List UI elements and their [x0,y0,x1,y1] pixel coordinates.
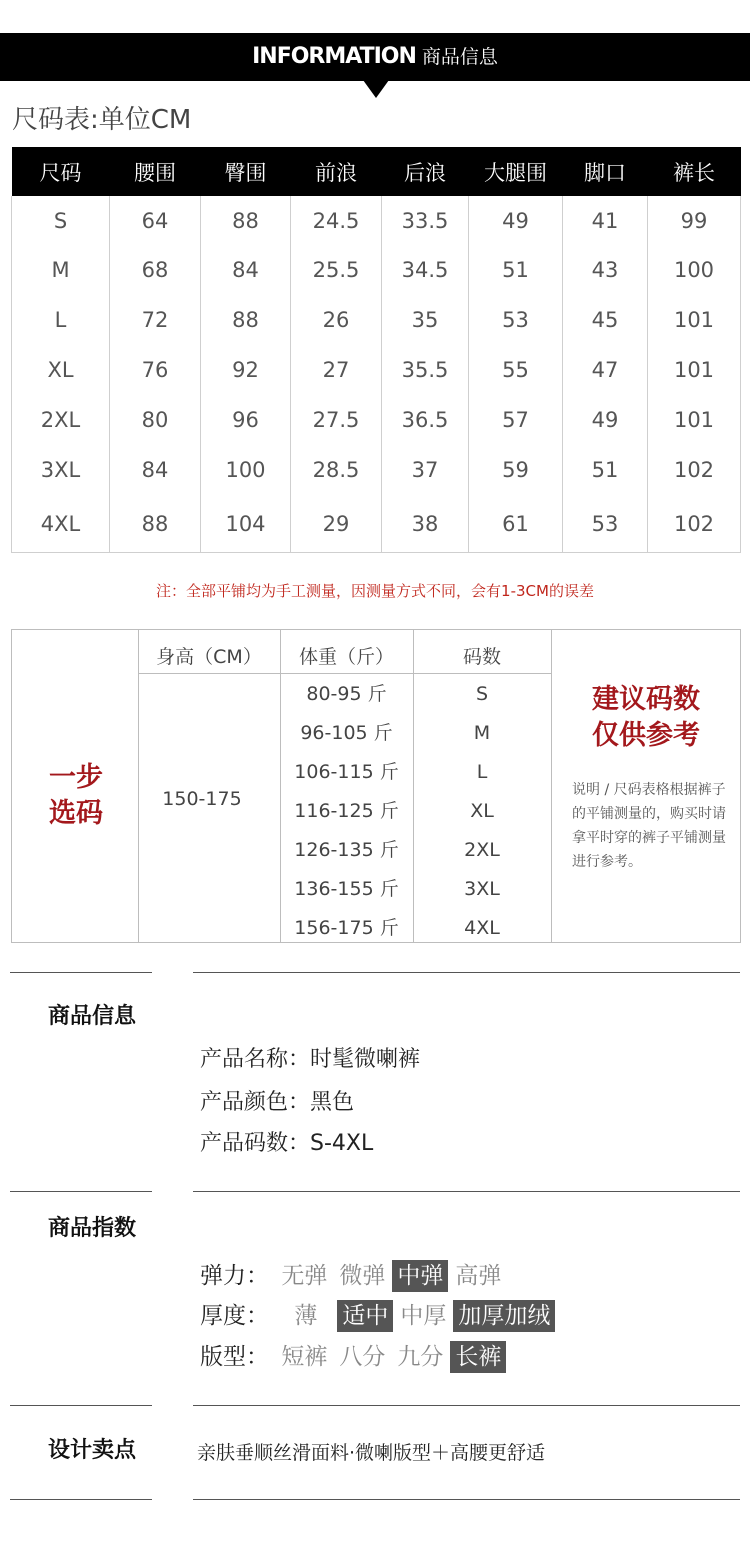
weight-item: 136-155 斤 [294,878,399,900]
size-guide [11,629,741,943]
size-item: 2XL [464,839,500,861]
measurement-cell: 61 [469,495,563,553]
thickness-option: 薄 [294,1303,318,1329]
guide-left-title-line1: 一步 [49,762,103,793]
measurement-cell: 100 [648,245,741,295]
size-item: M [473,722,491,744]
measurement-cell: 101 [648,295,741,345]
elasticity-option: 微弹 [339,1263,386,1289]
measurement-cell: 84 [201,245,291,295]
measurement-cell: 34.5 [382,245,469,295]
thickness-row [200,1299,557,1333]
section-divider [193,1405,740,1406]
divider [551,630,552,942]
size-item: XL [470,800,494,822]
size-label-cell: 3XL [12,445,110,495]
guide-head-size: 码数 [462,646,501,668]
size-table-row [12,245,741,295]
measurement-cell: 68 [110,245,201,295]
measurement-cell: 38 [382,495,469,553]
size-table-row [12,295,741,345]
section-divider [10,972,152,973]
size-label-cell: 4XL [12,495,110,553]
fit-option: 短裤 [281,1344,328,1370]
elasticity-option-selected: 中弹 [392,1260,448,1292]
measurement-cell: 41 [563,196,648,245]
measurement-cell: 27.5 [291,395,382,445]
header-cell: 裤长 [648,147,741,196]
fit-option: 八分 [339,1344,386,1370]
header-cell: 前浪 [291,147,382,196]
measurement-cell: 37 [382,445,469,495]
measurement-cell: 36.5 [382,395,469,445]
measurement-cell: 80 [110,395,201,445]
banner-pointer [363,80,389,98]
section-divider [10,1405,152,1406]
size-table [11,147,741,553]
weight-item: 156-175 斤 [294,917,399,939]
header-cell: 尺码 [12,147,110,196]
fit-option-selected: 长裤 [450,1341,506,1373]
measurement-cell: 101 [648,395,741,445]
measurement-note: 注：全部平铺均为手工测量，因测量方式不同，会有1-3CM的误差 [156,582,594,600]
measurement-cell: 35 [382,295,469,345]
size-item: 4XL [464,917,500,939]
guide-left-title [26,760,126,832]
size-table-header [12,147,741,196]
size-label-cell: 2XL [12,395,110,445]
measurement-cell: 25.5 [291,245,382,295]
measurement-cell: 29 [291,495,382,553]
fit-row [200,1340,508,1374]
guide-height-value: 150-175 [162,788,242,810]
fit-option: 九分 [397,1344,444,1370]
measurement-cell: 35.5 [382,345,469,395]
size-label-cell: L [12,295,110,345]
measurement-cell: 88 [201,295,291,345]
measurement-cell: 33.5 [382,196,469,245]
size-table-row [12,395,741,445]
measurement-cell: 51 [469,245,563,295]
banner-title [0,33,750,81]
thickness-option-selected: 适中 [337,1300,393,1332]
guide-suggest-title [552,682,740,754]
size-label-cell: S [12,196,110,245]
guide-description: 说明 / 尺码表格根据裤子的平铺测量的，购买时请拿平时穿的裤子平铺测量进行参考。 [572,782,726,870]
elasticity-option: 高弹 [455,1263,502,1289]
product-name: 产品名称：时髦微喇裤 [200,1047,421,1072]
measurement-cell: 49 [563,395,648,445]
weight-item: 106-115 斤 [294,761,399,783]
elasticity-option: 无弹 [281,1263,328,1289]
measurement-cell: 57 [469,395,563,445]
measurement-cell: 92 [201,345,291,395]
measurement-cell: 88 [201,196,291,245]
measurement-cell: 53 [563,495,648,553]
measurement-cell: 28.5 [291,445,382,495]
measurement-cell: 101 [648,345,741,395]
weight-item: 96-105 斤 [300,722,393,744]
weight-item: 116-125 斤 [294,800,399,822]
measurement-cell: 26 [291,295,382,345]
measurement-cell: 27 [291,345,382,395]
measurement-cell: 55 [469,345,563,395]
measurement-cell: 45 [563,295,648,345]
measurement-cell: 88 [110,495,201,553]
thickness-label: 厚度： [200,1303,269,1329]
design-title: 设计卖点 [48,1438,137,1463]
guide-suggest-line1: 建议码数 [592,684,700,715]
size-table-row [12,495,741,553]
header-cell: 脚口 [563,147,648,196]
measurement-cell: 72 [110,295,201,345]
measurement-cell: 102 [648,495,741,553]
header-cell: 后浪 [382,147,469,196]
weight-item: 126-135 斤 [294,839,399,861]
fit-label: 版型： [200,1344,269,1370]
measurement-cell: 64 [110,196,201,245]
header-cell: 臀围 [201,147,291,196]
measurement-cell: 24.5 [291,196,382,245]
guide-head-height: 身高（CM） [156,646,262,668]
banner-title-en: INFORMATION [252,44,416,69]
measurement-cell: 59 [469,445,563,495]
size-item: 3XL [464,878,500,900]
size-table-row [12,196,741,245]
size-item: S [475,683,489,705]
product-color: 产品颜色：黑色 [200,1090,355,1115]
measurement-cell: 84 [110,445,201,495]
measurement-cell: 102 [648,445,741,495]
guide-head-weight: 体重（斤） [298,646,394,668]
measurement-cell: 49 [469,196,563,245]
info-banner [0,33,750,81]
product-info-title: 商品信息 [48,1004,137,1029]
measurement-cell: 76 [110,345,201,395]
measurement-cell: 99 [648,196,741,245]
measurement-cell: 43 [563,245,648,295]
size-label-cell: M [12,245,110,295]
thickness-option: 中厚 [400,1303,447,1329]
product-index-title: 商品指数 [48,1216,137,1241]
header-cell: 腰围 [110,147,201,196]
section-divider [193,1191,740,1192]
measurement-cell: 104 [201,495,291,553]
header-cell: 大腿围 [469,147,563,196]
size-table-row [12,345,741,395]
section-divider [193,972,740,973]
elasticity-label: 弹力： [200,1263,269,1289]
measurement-cell: 47 [563,345,648,395]
elasticity-row [200,1259,508,1293]
thickness-option-selected: 加厚加绒 [453,1300,555,1332]
size-table-row [12,445,741,495]
guide-left-title-line2: 选码 [49,798,103,829]
size-label-cell: XL [12,345,110,395]
measurement-cell: 96 [201,395,291,445]
guide-size-list [413,675,551,948]
design-text: 亲肤垂顺丝滑面料·微喇版型＋高腰更舒适 [197,1442,546,1464]
size-chart-title: 尺码表:单位CM [12,105,192,135]
measurement-cell: 53 [469,295,563,345]
weight-item: 80-95 斤 [306,683,387,705]
measurement-cell: 100 [201,445,291,495]
size-item: L [476,761,488,783]
section-divider [10,1191,152,1192]
product-sizes: 产品码数：S-4XL [200,1131,374,1156]
measurement-cell: 51 [563,445,648,495]
banner-title-cn: 商品信息 [421,46,498,68]
section-divider [10,1499,152,1500]
section-divider [193,1499,740,1500]
guide-suggest-line2: 仅供参考 [592,720,700,751]
guide-weight-list [280,675,413,948]
